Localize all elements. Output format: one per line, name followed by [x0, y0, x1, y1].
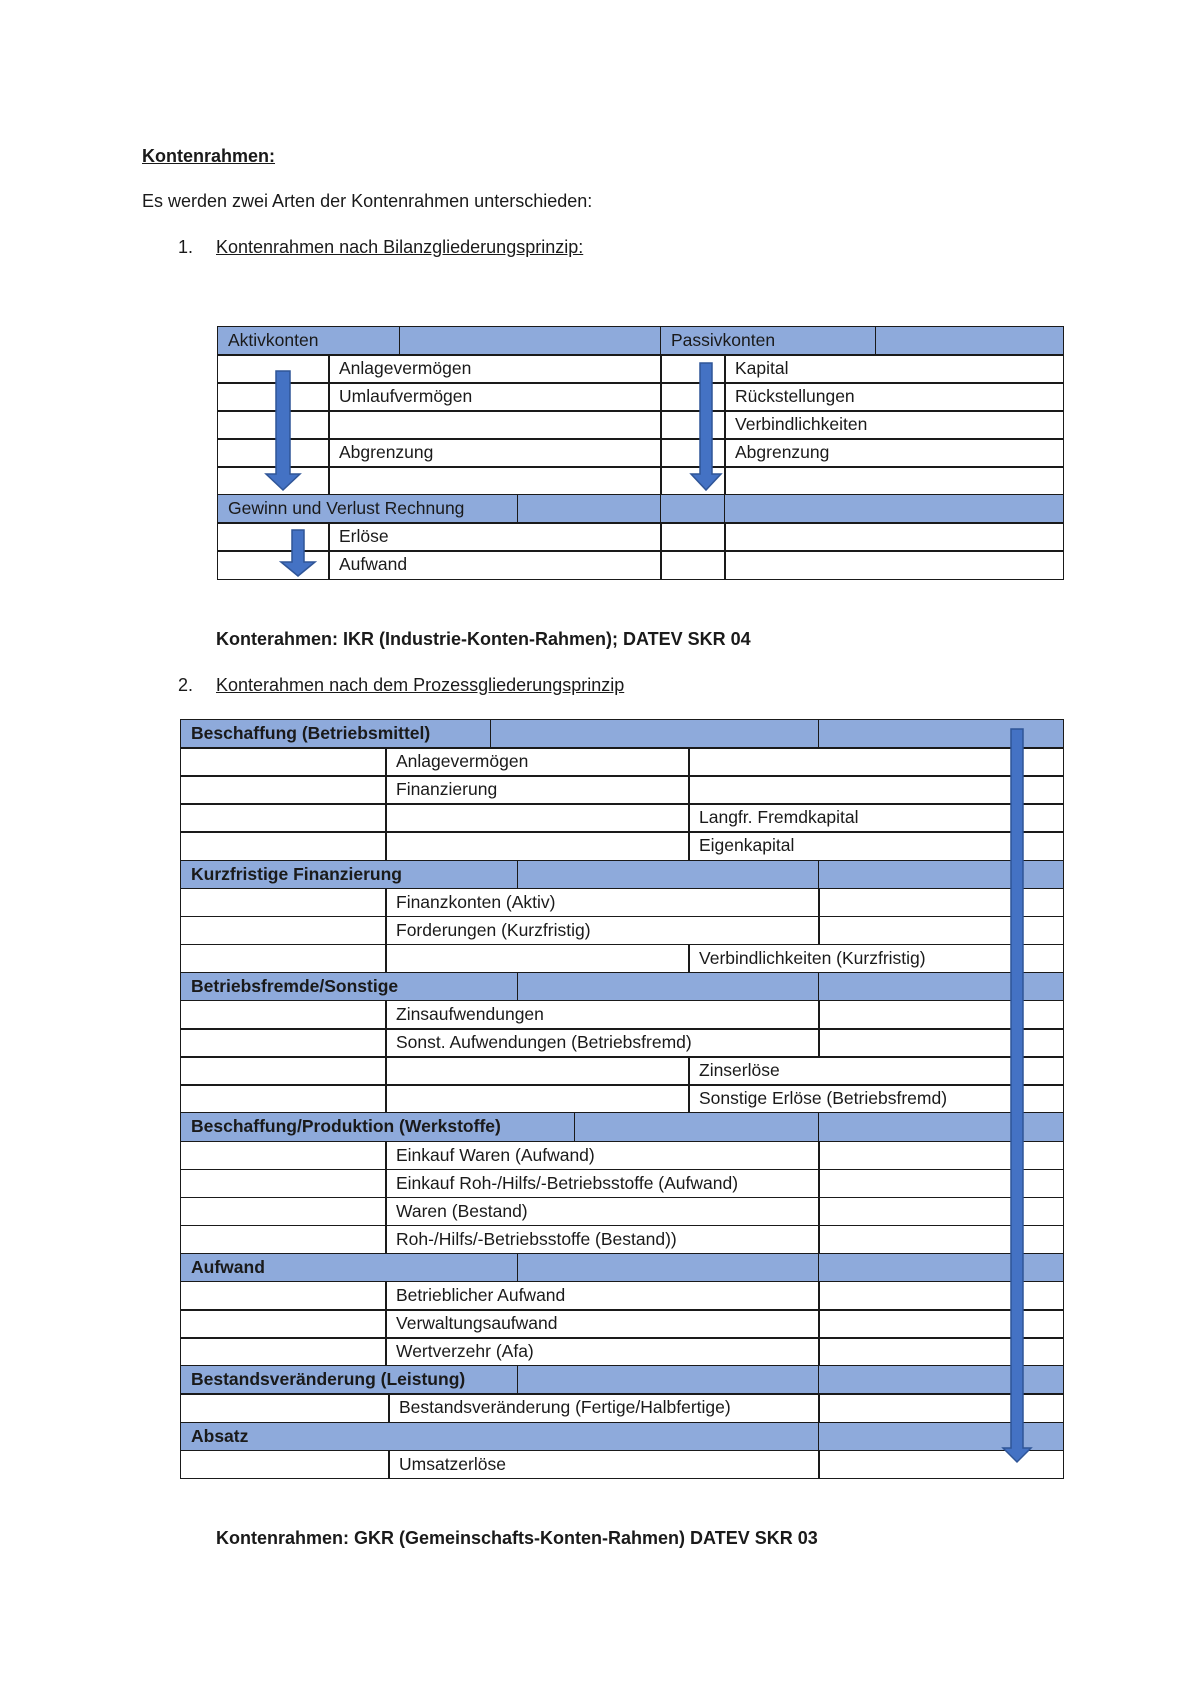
guv-spacer-cell	[660, 550, 726, 580]
process-item: Bestandsveränderung (Fertige/Halbfertige)	[388, 1393, 820, 1423]
process-item: Wertverzehr (Afa)	[385, 1337, 820, 1367]
process-spacer-cell	[180, 888, 387, 918]
process-spacer-cell	[180, 1281, 387, 1311]
process-item: Einkauf Roh-/Hilfs/-Betriebsstoffe (Aufwand)	[385, 1169, 820, 1199]
process-spacer-cell	[180, 1169, 387, 1199]
passiv-item: Abgrenzung	[724, 438, 1064, 468]
page-heading: Kontenrahmen:	[142, 146, 276, 166]
section2-title: Konterahmen nach dem Prozessgliederungsprinzip	[216, 675, 625, 695]
section1-number: 1.	[178, 237, 194, 257]
process-spacer-cell	[385, 944, 690, 974]
passiv-header: Passivkonten	[660, 326, 877, 356]
guv-spacer-cell	[724, 550, 1064, 580]
group-header: Bestandsveränderung (Leistung)	[180, 1365, 519, 1395]
process-item: Zinserlöse	[688, 1056, 1064, 1086]
process-spacer-cell	[385, 1084, 690, 1114]
process-spacer-cell	[180, 1450, 390, 1480]
group-header: Aufwand	[180, 1253, 519, 1283]
group-header: Absatz	[180, 1422, 820, 1452]
guv-item: Erlöse	[328, 522, 662, 552]
passiv-item: Kapital	[724, 354, 1064, 384]
process-spacer-cell	[180, 1197, 387, 1227]
process-item: Sonst. Aufwendungen (Betriebsfremd)	[385, 1028, 820, 1058]
aktiv-header-blank	[399, 326, 662, 356]
group-header-blank	[517, 1365, 820, 1395]
guv-arrow-icon	[279, 529, 317, 578]
process-item: Sonstige Erlöse (Betriebsfremd)	[688, 1084, 1064, 1114]
process-spacer-cell	[180, 1141, 387, 1171]
intro-text: Es werden zwei Arten der Kontenrahmen unterschieden:	[142, 191, 593, 211]
process-spacer-cell	[180, 1084, 387, 1114]
group-header-blank	[490, 719, 820, 749]
process-spacer-cell	[180, 1337, 387, 1367]
process-spacer-cell	[180, 1309, 387, 1339]
process-spacer-cell	[385, 803, 690, 833]
passiv-header-blank	[875, 326, 1064, 356]
guv-header-blank	[724, 494, 1064, 524]
process-item: Roh-/Hilfs/-Betriebsstoffe (Bestand))	[385, 1225, 820, 1255]
process-spacer-cell	[385, 1056, 690, 1086]
process-item: Zinsaufwendungen	[385, 1000, 820, 1030]
group-header: Betriebsfremde/Sonstige	[180, 972, 519, 1002]
process-item: Verwaltungsaufwand	[385, 1309, 820, 1339]
section1-title: Kontenrahmen nach Bilanzgliederungsprinzip:	[216, 237, 584, 257]
group-header: Kurzfristige Finanzierung	[180, 860, 519, 890]
passiv-item	[724, 466, 1064, 496]
guv-item: Aufwand	[328, 550, 662, 580]
process-item: Umsatzerlöse	[388, 1450, 820, 1480]
guv-header-blank	[660, 494, 726, 524]
process-spacer-cell	[180, 1393, 390, 1423]
aktiv-item: Abgrenzung	[328, 438, 662, 468]
process-item: Finanzkonten (Aktiv)	[385, 888, 820, 918]
process-item: Finanzierung	[385, 775, 690, 805]
process-item: Langfr. Fremdkapital	[688, 803, 1064, 833]
group-header: Beschaffung (Betriebsmittel)	[180, 719, 492, 749]
process-spacer-cell	[180, 1056, 387, 1086]
group-header-blank	[574, 1112, 820, 1142]
guv-spacer-cell	[660, 522, 726, 552]
group-header: Beschaffung/Produktion (Werkstoffe)	[180, 1112, 576, 1142]
process-spacer-cell	[180, 916, 387, 946]
group-header-blank	[517, 860, 820, 890]
process-item: Forderungen (Kurzfristig)	[385, 916, 820, 946]
passiv-item: Verbindlichkeiten	[724, 410, 1064, 440]
process-item: Eigenkapital	[688, 831, 1064, 861]
guv-header-blank	[517, 494, 662, 524]
aktiv-item	[328, 466, 662, 496]
group-header-blank	[517, 972, 820, 1002]
note-ikr: Konterahmen: IKR (Industrie-Konten-Rahmen); DATEV SKR 04	[216, 629, 751, 649]
process-spacer-cell	[180, 1000, 387, 1030]
aktiv-item: Umlaufvermögen	[328, 382, 662, 412]
process-spacer-cell	[180, 775, 387, 805]
process-item: Betrieblicher Aufwand	[385, 1281, 820, 1311]
guv-spacer-cell	[724, 522, 1064, 552]
passiv-item: Rückstellungen	[724, 382, 1064, 412]
group-header-blank	[517, 1253, 820, 1283]
note-gkr: Kontenrahmen: GKR (Gemeinschafts-Konten-Rahmen) DATEV SKR 03	[216, 1528, 818, 1548]
guv-header: Gewinn und Verlust Rechnung	[217, 494, 519, 524]
process-spacer-cell	[180, 831, 387, 861]
process-spacer-cell	[180, 1225, 387, 1255]
process-spacer-cell	[180, 803, 387, 833]
aktiv-item: Anlagevermögen	[328, 354, 662, 384]
aktiv-item	[328, 410, 662, 440]
process-item: Verbindlichkeiten (Kurzfristig)	[688, 944, 1064, 974]
passiv-arrow-icon	[689, 362, 723, 492]
process-spacer-cell	[180, 944, 387, 974]
process-spacer-cell	[180, 747, 387, 777]
process-spacer-cell	[180, 1028, 387, 1058]
section2-number: 2.	[178, 675, 194, 695]
process-item: Waren (Bestand)	[385, 1197, 820, 1227]
process-flow-arrow-icon	[1001, 728, 1033, 1464]
aktiv-header: Aktivkonten	[217, 326, 401, 356]
aktiv-arrow-icon	[264, 370, 302, 492]
process-item: Anlagevermögen	[385, 747, 690, 777]
process-spacer-cell	[385, 831, 690, 861]
process-item: Einkauf Waren (Aufwand)	[385, 1141, 820, 1171]
